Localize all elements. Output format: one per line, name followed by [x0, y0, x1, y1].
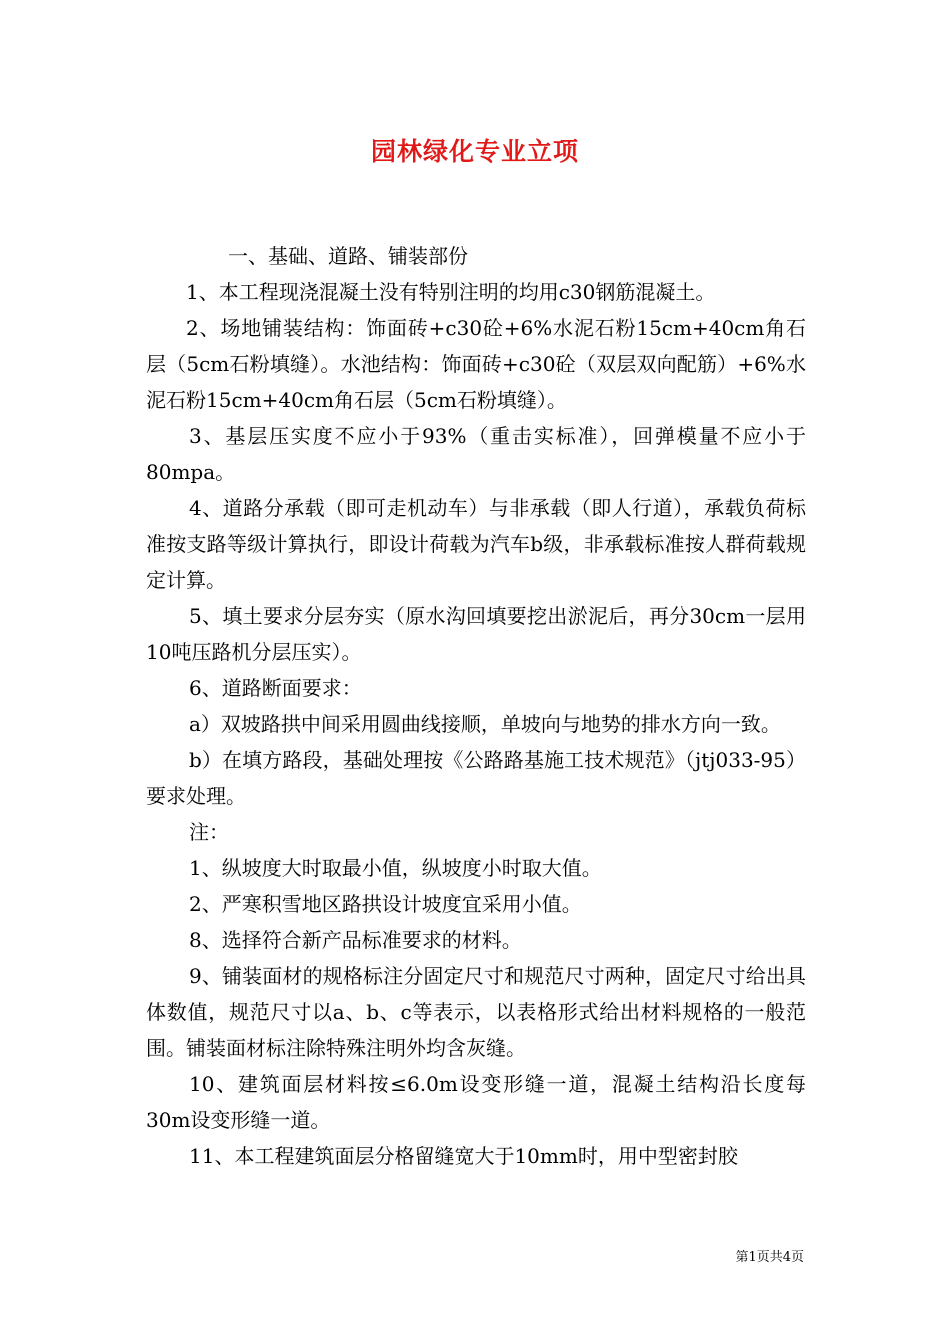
paragraph-item-4: 4、道路分承载（即可走机动车）与非承载（即人行道），承载负荷标准按支路等级计算执行，即设计荷载为汽车b级，非承载标准按人群荷载规定计算。 — [146, 496, 806, 592]
paragraph-item-6: 6、道路断面要求： — [189, 676, 362, 700]
note-heading: 注： — [189, 820, 229, 844]
note-item-1: 1、纵坡度大时取最小值，纵坡度小时取大值。 — [189, 856, 602, 880]
section-heading: 一、基础、道路、铺装部份 — [228, 244, 468, 268]
paragraph-item-1: 1、本工程现浇混凝土没有特别注明的均用c30钢筋混凝土。 — [186, 280, 716, 304]
document-title: 园林绿化专业立项 — [370, 137, 579, 166]
paragraph-item-10: 10、建筑面层材料按≤6.0m设变形缝一道，混凝土结构沿长度每30m设变形缝一道。 — [146, 1072, 806, 1132]
paragraph-item-8: 8、选择符合新产品标准要求的材料。 — [189, 928, 522, 952]
page-number: 第1页共4页 — [735, 1250, 804, 1265]
paragraph-item-2: 2、场地铺装结构：饰面砖+c30砼+6%水泥石粉15cm+40cm角石层（5cm石粉填缝）。水池结构：饰面砖+c30砼（双层双向配筋）+6%水泥石粉15cm+40cm角石层（5cm石粉填缝）。 — [146, 316, 806, 412]
paragraph-item-9: 9、铺装面材的规格标注分固定尺寸和规范尺寸两种，固定尺寸给出具体数值，规范尺寸以a、b、c等表示，以表格形式给出材料规格的一般范围。铺装面材标注除特殊注明外均含灰缝。 — [146, 964, 806, 1060]
paragraph-item-3: 3、基层压实度不应小于93%（重击实标准），回弹模量不应小于80mpa。 — [146, 424, 806, 484]
paragraph-item-6a: a）双坡路拱中间采用圆曲线接顺，单坡向与地势的排水方向一致。 — [189, 712, 781, 736]
note-item-2: 2、严寒积雪地区路拱设计坡度宜采用小值。 — [189, 892, 582, 916]
paragraph-item-5: 5、填土要求分层夯实（原水沟回填要挖出淤泥后，再分30cm一层用10吨压路机分层压实）。 — [146, 604, 806, 664]
paragraph-item-11: 11、本工程建筑面层分格留缝宽大于10mm时，用中型密封胶 — [189, 1144, 738, 1168]
document-body — [146, 238, 806, 1174]
paragraph-item-6b: b）在填方路段，基础处理按《公路路基施工技术规范》（jtj033-95）要求处理。 — [146, 748, 806, 808]
